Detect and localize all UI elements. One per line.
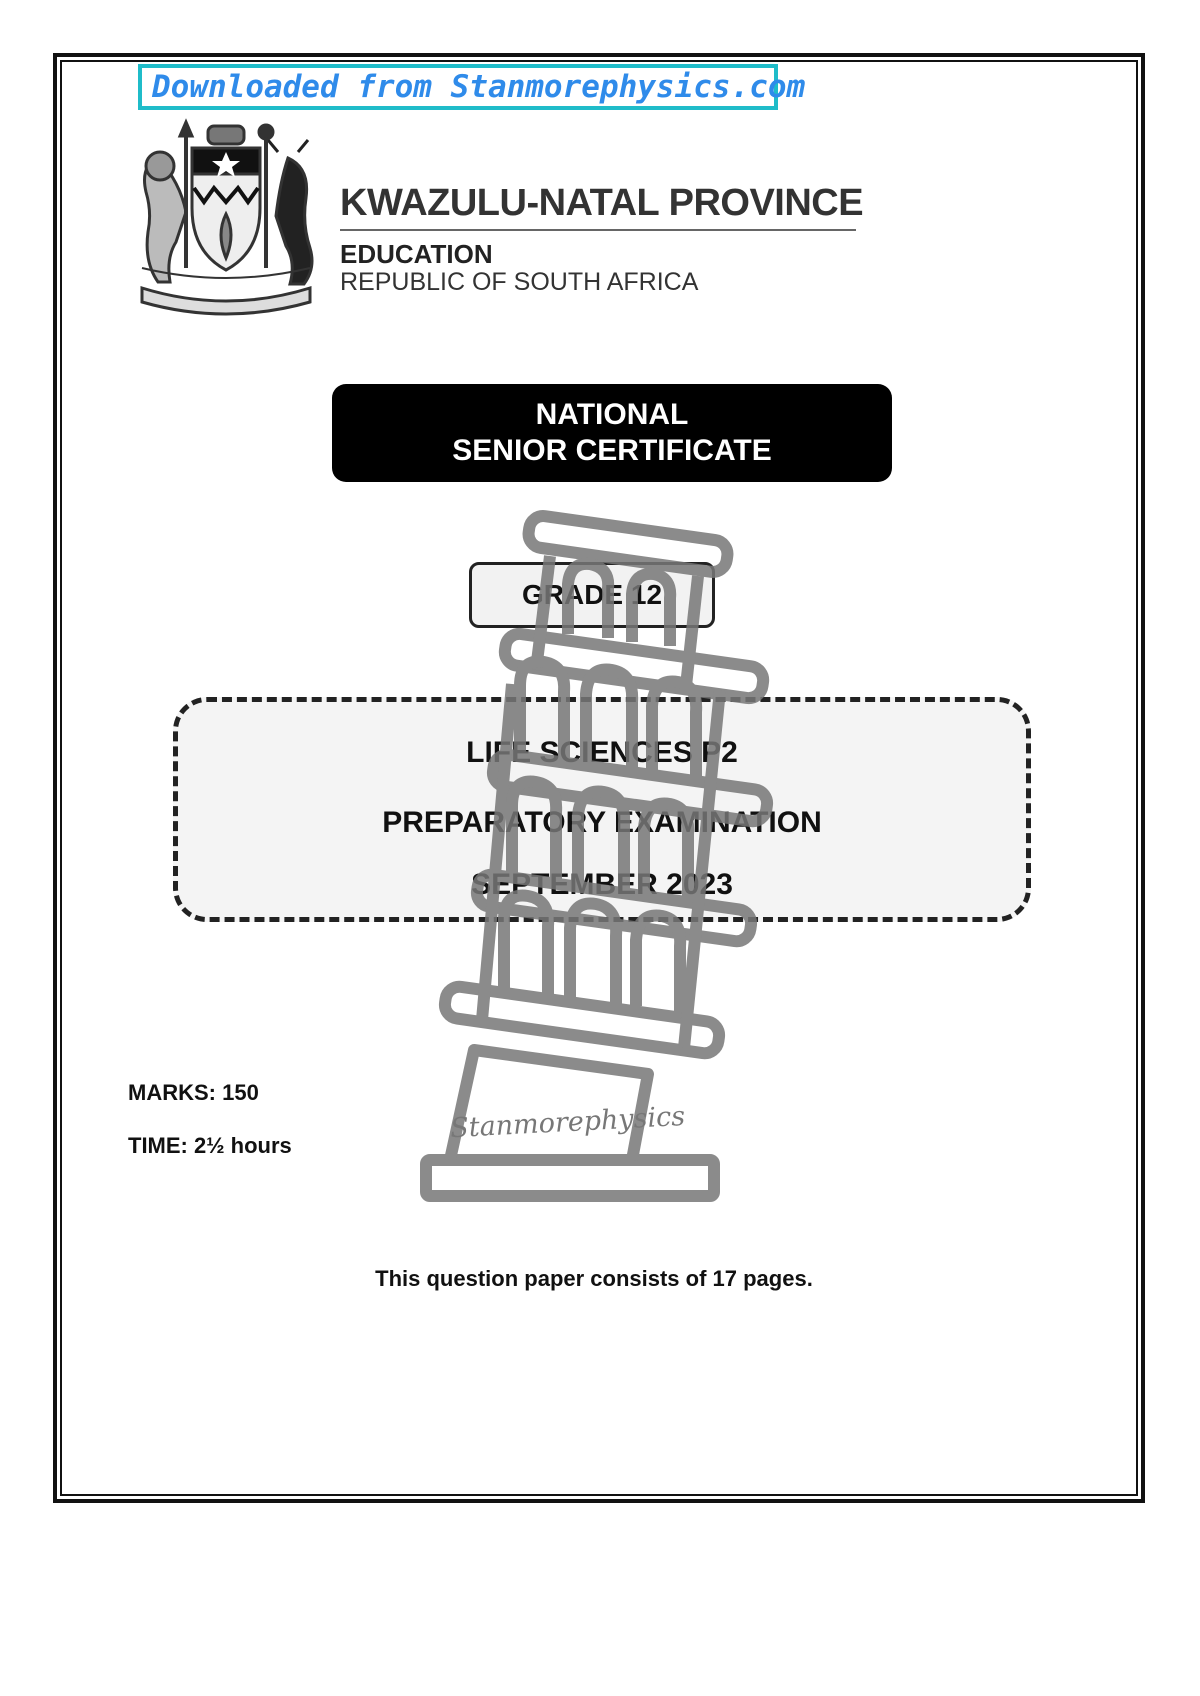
- download-banner-text: Downloaded from Stanmorephysics.com: [152, 69, 806, 105]
- page-count-note: This question paper consists of 17 pages.: [375, 1266, 813, 1291]
- country-name: REPUBLIC OF SOUTH AFRICA: [340, 268, 699, 296]
- time-label: TIME: 2½ hours: [128, 1133, 292, 1158]
- grade-badge: [469, 562, 715, 628]
- certificate-banner: [332, 384, 892, 482]
- marks-label: MARKS: 150: [128, 1080, 259, 1105]
- certificate-line-2: SENIOR CERTIFICATE: [452, 434, 772, 467]
- province-title: KWAZULU-NATAL PROVINCE: [340, 182, 864, 224]
- exam-type: PREPARATORY EXAMINATION: [382, 806, 822, 839]
- exam-info-box: [173, 697, 1031, 922]
- department-name: EDUCATION: [340, 239, 493, 269]
- grade-label: GRADE 12: [521, 579, 663, 610]
- kzn-coat-of-arms-icon: [128, 118, 324, 318]
- download-banner[interactable]: [138, 64, 806, 110]
- exam-date: SEPTEMBER 2023: [471, 868, 733, 901]
- certificate-line-1: NATIONAL: [535, 398, 689, 431]
- watermark-text: Stanmorephysics: [449, 1100, 686, 1145]
- exam-subject: LIFE SCIENCES P2: [466, 736, 738, 769]
- province-divider: [340, 229, 856, 231]
